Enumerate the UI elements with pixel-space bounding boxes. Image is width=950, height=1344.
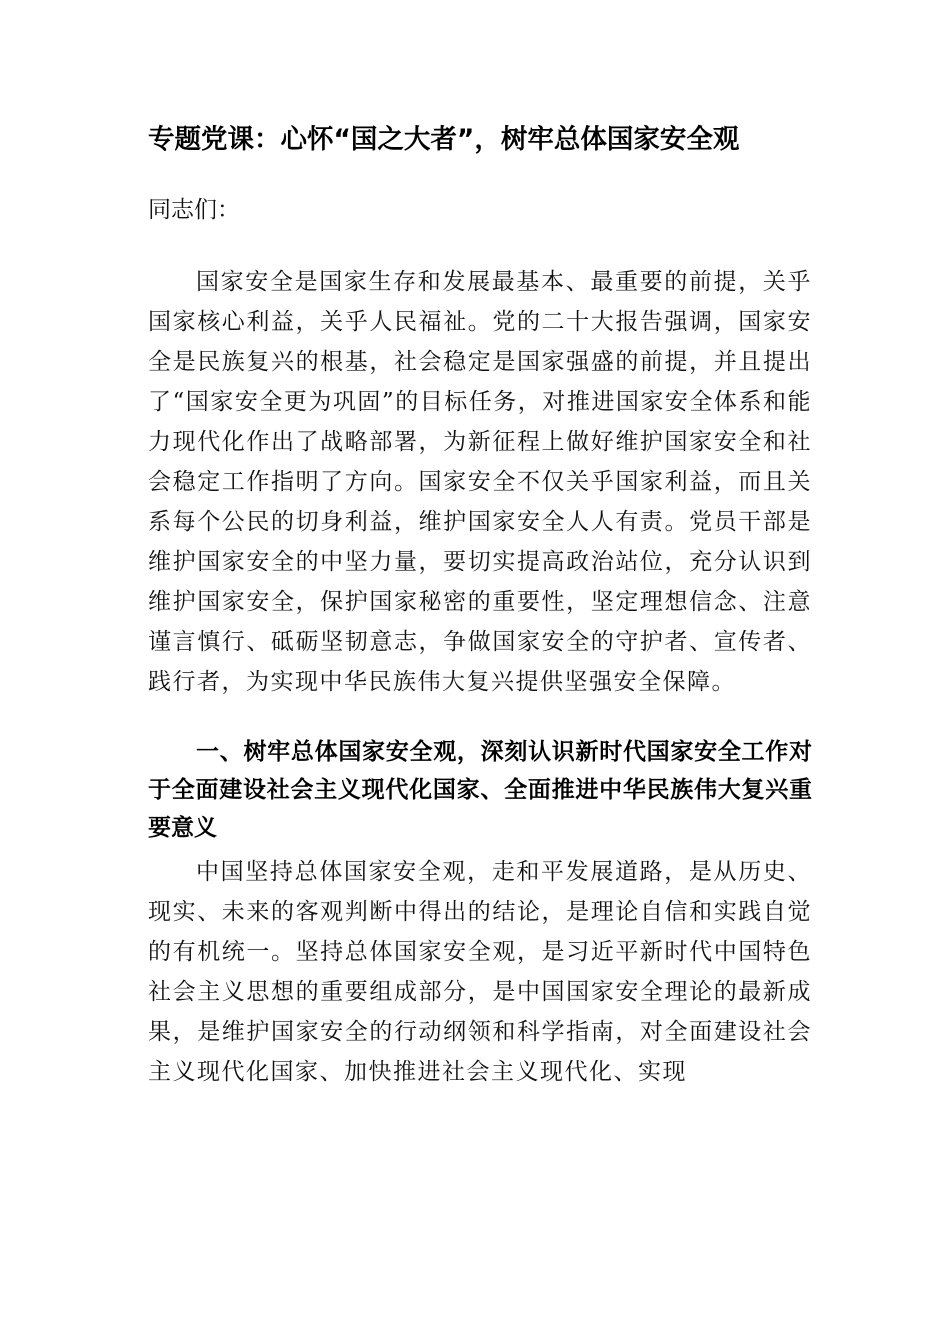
paragraph-section-1: 中国坚持总体国家安全观，走和平发展道路，是从历史、现实、未来的客观判断中得出的结论，是理论自信和实践自觉的有机统一。坚持总体国家安全观，是习近平新时代中国特色社会主义思想的重要组成部分，是中国国家安全理论的最新成果，是维护国家安全的行动纲领和科学指南，对全面建设社会主义现代化国家、加快推进社会主义现代化、实现 <box>148 859 812 1085</box>
section-heading-1: 一、树牢总体国家安全观，深刻认识新时代国家安全工作对于全面建设社会主义现代化国家、全面推进中华民族伟大复兴重要意义 <box>148 739 812 841</box>
salutation: 同志们： <box>148 197 240 223</box>
paragraph-intro: 国家安全是国家生存和发展最基本、最重要的前提，关乎国家核心利益，关乎人民福祉。党的二十大报告强调，国家安全是民族复兴的根基，社会稳定是国家强盛的前提，并且提出了“国家安全更为巩固”的目标任务，对推进国家安全体系和能力现代化作出了战略部署，为新征程上做好维护国家安全和社会稳定工作指明了方向。国家安全不仅关乎国家利益，而且关系每个公民的切身利益，维护国家安全人人有责。党员干部是维护国家安全的中坚力量，要切实提高政治站位，充分认识到维护国家安全，保护国家秘密的重要性，坚定理想信念、注意谨言慎行、砥砺坚韧意志，争做国家安全的守护者、宣传者、践行者，为实现中华民族伟大复兴提供坚强安全保障。 <box>148 269 812 695</box>
document-title: 专题党课：心怀“国之大者”，树牢总体国家安全观 <box>148 124 740 155</box>
